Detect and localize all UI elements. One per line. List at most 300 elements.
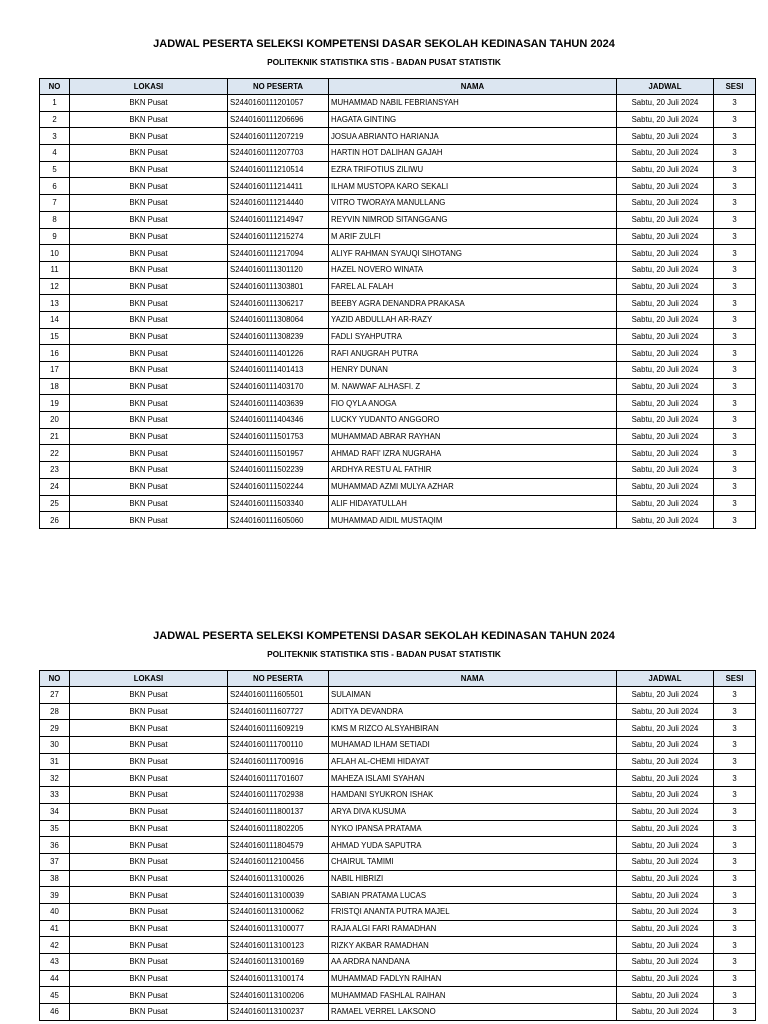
cell-no: 4 — [40, 145, 70, 162]
cell-jadwal: Sabtu, 20 Juli 2024 — [617, 445, 714, 462]
table-row — [40, 837, 756, 854]
table-row — [40, 111, 756, 128]
cell-lokasi: BKN Pusat — [70, 195, 228, 212]
table-row — [40, 128, 756, 145]
table-row — [40, 495, 756, 512]
cell-jadwal: Sabtu, 20 Juli 2024 — [617, 853, 714, 870]
cell-jadwal: Sabtu, 20 Juli 2024 — [617, 128, 714, 145]
cell-no: 13 — [40, 295, 70, 312]
table-row — [40, 737, 756, 754]
cell-sesi: 3 — [714, 178, 756, 195]
cell-no-peserta: S2440160111404346 — [228, 412, 329, 429]
cell-jadwal: Sabtu, 20 Juli 2024 — [617, 687, 714, 704]
cell-jadwal: Sabtu, 20 Juli 2024 — [617, 703, 714, 720]
document-subtitle: POLITEKNIK STATISTIKA STIS - BADAN PUSAT STATISTIK — [267, 57, 501, 67]
cell-nama: ILHAM MUSTOPA KARO SEKALI — [329, 178, 617, 195]
cell-sesi: 3 — [714, 687, 756, 704]
header-no: NO — [40, 79, 70, 95]
header-jadwal: JADWAL — [617, 79, 714, 95]
cell-lokasi: BKN Pusat — [70, 311, 228, 328]
cell-no-peserta: S2440160113100123 — [228, 937, 329, 954]
cell-no-peserta: S2440160113100039 — [228, 887, 329, 904]
cell-sesi: 3 — [714, 412, 756, 429]
cell-lokasi: BKN Pusat — [70, 970, 228, 987]
cell-lokasi: BKN Pusat — [70, 478, 228, 495]
table-row — [40, 462, 756, 479]
cell-nama: ALIYF RAHMAN SYAUQI SIHOTANG — [329, 245, 617, 262]
cell-no-peserta: S2440160111501753 — [228, 428, 329, 445]
cell-no-peserta: S2440160113100237 — [228, 1004, 329, 1021]
cell-no-peserta: S2440160111802205 — [228, 820, 329, 837]
cell-lokasi: BKN Pusat — [70, 903, 228, 920]
cell-no-peserta: S2440160113100206 — [228, 987, 329, 1004]
cell-jadwal: Sabtu, 20 Juli 2024 — [617, 395, 714, 412]
cell-no-peserta: S2440160111804579 — [228, 837, 329, 854]
cell-lokasi: BKN Pusat — [70, 362, 228, 379]
cell-sesi: 3 — [714, 328, 756, 345]
cell-lokasi: BKN Pusat — [70, 211, 228, 228]
cell-sesi: 3 — [714, 111, 756, 128]
document-subtitle: POLITEKNIK STATISTIKA STIS - BADAN PUSAT STATISTIK — [267, 649, 501, 659]
table-row — [40, 970, 756, 987]
cell-no: 1 — [40, 95, 70, 112]
cell-lokasi: BKN Pusat — [70, 770, 228, 787]
cell-sesi: 3 — [714, 787, 756, 804]
cell-jadwal: Sabtu, 20 Juli 2024 — [617, 820, 714, 837]
cell-lokasi: BKN Pusat — [70, 495, 228, 512]
table-row — [40, 145, 756, 162]
cell-sesi: 3 — [714, 245, 756, 262]
cell-no: 37 — [40, 853, 70, 870]
cell-nama: AFLAH AL-CHEMI HIDAYAT — [329, 753, 617, 770]
cell-no-peserta: S2440160113100174 — [228, 970, 329, 987]
cell-jadwal: Sabtu, 20 Juli 2024 — [617, 178, 714, 195]
table-row — [40, 378, 756, 395]
cell-nama: M ARIF ZULFI — [329, 228, 617, 245]
cell-lokasi: BKN Pusat — [70, 95, 228, 112]
cell-sesi: 3 — [714, 1004, 756, 1021]
cell-no-peserta: S2440160111700110 — [228, 737, 329, 754]
table-row — [40, 211, 756, 228]
cell-lokasi: BKN Pusat — [70, 345, 228, 362]
cell-sesi: 3 — [714, 887, 756, 904]
header-no-peserta: NO PESERTA — [228, 671, 329, 687]
cell-no-peserta: S2440160111605501 — [228, 687, 329, 704]
cell-sesi: 3 — [714, 462, 756, 479]
cell-no-peserta: S2440160111210514 — [228, 161, 329, 178]
table-header-row — [40, 671, 756, 687]
cell-nama: FAREL AL FALAH — [329, 278, 617, 295]
cell-sesi: 3 — [714, 311, 756, 328]
table-row — [40, 512, 756, 529]
cell-lokasi: BKN Pusat — [70, 870, 228, 887]
cell-sesi: 3 — [714, 703, 756, 720]
cell-lokasi: BKN Pusat — [70, 395, 228, 412]
cell-lokasi: BKN Pusat — [70, 737, 228, 754]
cell-nama: RAJA ALGI FARI RAMADHAN — [329, 920, 617, 937]
cell-nama: FIO QYLA ANOGA — [329, 395, 617, 412]
cell-sesi: 3 — [714, 987, 756, 1004]
cell-lokasi: BKN Pusat — [70, 328, 228, 345]
cell-nama: SULAIMAN — [329, 687, 617, 704]
table-row — [40, 770, 756, 787]
cell-jadwal: Sabtu, 20 Juli 2024 — [617, 937, 714, 954]
cell-jadwal: Sabtu, 20 Juli 2024 — [617, 228, 714, 245]
cell-no: 30 — [40, 737, 70, 754]
cell-sesi: 3 — [714, 145, 756, 162]
table-row — [40, 195, 756, 212]
cell-no-peserta: S2440160111201057 — [228, 95, 329, 112]
cell-nama: HENRY DUNAN — [329, 362, 617, 379]
cell-nama: MUHAMMAD ABRAR RAYHAN — [329, 428, 617, 445]
cell-sesi: 3 — [714, 853, 756, 870]
table-row — [40, 954, 756, 971]
cell-jadwal: Sabtu, 20 Juli 2024 — [617, 512, 714, 529]
cell-no-peserta: S2440160113100026 — [228, 870, 329, 887]
cell-jadwal: Sabtu, 20 Juli 2024 — [617, 161, 714, 178]
cell-no-peserta: S2440160111700916 — [228, 753, 329, 770]
cell-sesi: 3 — [714, 720, 756, 737]
cell-no-peserta: S2440160111308239 — [228, 328, 329, 345]
cell-lokasi: BKN Pusat — [70, 428, 228, 445]
table-row — [40, 245, 756, 262]
table-row — [40, 412, 756, 429]
table-row — [40, 478, 756, 495]
cell-no-peserta: S2440160111609219 — [228, 720, 329, 737]
cell-no: 27 — [40, 687, 70, 704]
cell-sesi: 3 — [714, 95, 756, 112]
cell-no-peserta: S2440160111306217 — [228, 295, 329, 312]
cell-sesi: 3 — [714, 345, 756, 362]
cell-jadwal: Sabtu, 20 Juli 2024 — [617, 870, 714, 887]
cell-no-peserta: S2440160111214947 — [228, 211, 329, 228]
cell-no: 19 — [40, 395, 70, 412]
cell-no: 11 — [40, 261, 70, 278]
cell-nama: NYKO IPANSA PRATAMA — [329, 820, 617, 837]
cell-lokasi: BKN Pusat — [70, 837, 228, 854]
cell-nama: HAMDANI SYUKRON ISHAK — [329, 787, 617, 804]
table-row — [40, 787, 756, 804]
cell-lokasi: BKN Pusat — [70, 378, 228, 395]
cell-nama: RAFI ANUGRAH PUTRA — [329, 345, 617, 362]
cell-sesi: 3 — [714, 954, 756, 971]
cell-no-peserta: S2440160113100062 — [228, 903, 329, 920]
cell-nama: MUHAMMAD NABIL FEBRIANSYAH — [329, 95, 617, 112]
cell-lokasi: BKN Pusat — [70, 178, 228, 195]
cell-sesi: 3 — [714, 770, 756, 787]
table-row — [40, 95, 756, 112]
cell-nama: M. NAWWAF ALHASFI. Z — [329, 378, 617, 395]
cell-lokasi: BKN Pusat — [70, 245, 228, 262]
cell-sesi: 3 — [714, 378, 756, 395]
cell-no-peserta: S2440160111207219 — [228, 128, 329, 145]
cell-nama: KMS M RIZCO ALSYAHBIRAN — [329, 720, 617, 737]
cell-lokasi: BKN Pusat — [70, 1004, 228, 1021]
cell-jadwal: Sabtu, 20 Juli 2024 — [617, 295, 714, 312]
cell-lokasi: BKN Pusat — [70, 278, 228, 295]
cell-no: 23 — [40, 462, 70, 479]
cell-nama: MAHEZA ISLAMI SYAHAN — [329, 770, 617, 787]
cell-jadwal: Sabtu, 20 Juli 2024 — [617, 462, 714, 479]
cell-lokasi: BKN Pusat — [70, 261, 228, 278]
cell-no-peserta: S2440160111308064 — [228, 311, 329, 328]
cell-no-peserta: S2440160111501957 — [228, 445, 329, 462]
participant-table — [39, 78, 756, 529]
cell-no: 15 — [40, 328, 70, 345]
cell-jadwal: Sabtu, 20 Juli 2024 — [617, 145, 714, 162]
table-row — [40, 228, 756, 245]
cell-lokasi: BKN Pusat — [70, 462, 228, 479]
cell-nama: VITRO TWORAYA MANULLANG — [329, 195, 617, 212]
cell-sesi: 3 — [714, 937, 756, 954]
table-row — [40, 311, 756, 328]
cell-jadwal: Sabtu, 20 Juli 2024 — [617, 920, 714, 937]
cell-sesi: 3 — [714, 211, 756, 228]
cell-no-peserta: S2440160111207703 — [228, 145, 329, 162]
cell-lokasi: BKN Pusat — [70, 720, 228, 737]
cell-jadwal: Sabtu, 20 Juli 2024 — [617, 362, 714, 379]
cell-no: 7 — [40, 195, 70, 212]
cell-nama: ADITYA DEVANDRA — [329, 703, 617, 720]
cell-no: 17 — [40, 362, 70, 379]
cell-jadwal: Sabtu, 20 Juli 2024 — [617, 328, 714, 345]
table-row — [40, 295, 756, 312]
cell-nama: HARTIN HOT DALIHAN GAJAH — [329, 145, 617, 162]
cell-no: 12 — [40, 278, 70, 295]
cell-jadwal: Sabtu, 20 Juli 2024 — [617, 970, 714, 987]
table-row — [40, 903, 756, 920]
cell-no-peserta: S2440160111214411 — [228, 178, 329, 195]
cell-no: 28 — [40, 703, 70, 720]
cell-jadwal: Sabtu, 20 Juli 2024 — [617, 245, 714, 262]
cell-no-peserta: S2440160112100456 — [228, 853, 329, 870]
header-nama: NAMA — [329, 79, 617, 95]
cell-no: 9 — [40, 228, 70, 245]
table-row — [40, 820, 756, 837]
cell-no: 10 — [40, 245, 70, 262]
cell-no-peserta: S2440160111502239 — [228, 462, 329, 479]
cell-no-peserta: S2440160111503340 — [228, 495, 329, 512]
cell-no: 21 — [40, 428, 70, 445]
cell-sesi: 3 — [714, 870, 756, 887]
cell-sesi: 3 — [714, 903, 756, 920]
cell-sesi: 3 — [714, 161, 756, 178]
cell-no: 40 — [40, 903, 70, 920]
cell-no-peserta: S2440160111303801 — [228, 278, 329, 295]
cell-sesi: 3 — [714, 970, 756, 987]
cell-nama: ARDHYA RESTU AL FATHIR — [329, 462, 617, 479]
cell-jadwal: Sabtu, 20 Juli 2024 — [617, 378, 714, 395]
cell-nama: NABIL HIBRIZI — [329, 870, 617, 887]
cell-no: 2 — [40, 111, 70, 128]
cell-no-peserta: S2440160111214440 — [228, 195, 329, 212]
cell-sesi: 3 — [714, 478, 756, 495]
cell-no: 36 — [40, 837, 70, 854]
cell-no-peserta: S2440160111702938 — [228, 787, 329, 804]
table-row — [40, 328, 756, 345]
cell-sesi: 3 — [714, 295, 756, 312]
cell-lokasi: BKN Pusat — [70, 111, 228, 128]
cell-no: 3 — [40, 128, 70, 145]
cell-nama: EZRA TRIFOTIUS ZILIWU — [329, 161, 617, 178]
cell-jadwal: Sabtu, 20 Juli 2024 — [617, 428, 714, 445]
participant-table — [39, 670, 756, 1021]
cell-no: 18 — [40, 378, 70, 395]
cell-sesi: 3 — [714, 395, 756, 412]
cell-no-peserta: S2440160113100077 — [228, 920, 329, 937]
cell-no-peserta: S2440160111215274 — [228, 228, 329, 245]
cell-no: 24 — [40, 478, 70, 495]
cell-no: 26 — [40, 512, 70, 529]
cell-lokasi: BKN Pusat — [70, 987, 228, 1004]
cell-lokasi: BKN Pusat — [70, 954, 228, 971]
table-row — [40, 853, 756, 870]
cell-sesi: 3 — [714, 820, 756, 837]
cell-sesi: 3 — [714, 261, 756, 278]
cell-nama: MUHAMMAD AZMI MULYA AZHAR — [329, 478, 617, 495]
cell-nama: MUHAMMAD AIDIL MUSTAQIM — [329, 512, 617, 529]
cell-no: 45 — [40, 987, 70, 1004]
cell-no: 16 — [40, 345, 70, 362]
table-row — [40, 753, 756, 770]
document-title: JADWAL PESERTA SELEKSI KOMPETENSI DASAR SEKOLAH KEDINASAN TAHUN 2024 — [153, 630, 615, 642]
cell-no: 31 — [40, 753, 70, 770]
header-lokasi: LOKASI — [70, 671, 228, 687]
header-no: NO — [40, 671, 70, 687]
cell-nama: SABIAN PRATAMA LUCAS — [329, 887, 617, 904]
cell-no-peserta: S2440160111403639 — [228, 395, 329, 412]
cell-lokasi: BKN Pusat — [70, 445, 228, 462]
cell-nama: RAMAEL VERREL LAKSONO — [329, 1004, 617, 1021]
cell-no: 22 — [40, 445, 70, 462]
header-jadwal: JADWAL — [617, 671, 714, 687]
header-no-peserta: NO PESERTA — [228, 79, 329, 95]
table-row — [40, 720, 756, 737]
cell-nama: AA ARDRA NANDANA — [329, 954, 617, 971]
cell-no: 39 — [40, 887, 70, 904]
cell-lokasi: BKN Pusat — [70, 820, 228, 837]
table-row — [40, 178, 756, 195]
cell-jadwal: Sabtu, 20 Juli 2024 — [617, 987, 714, 1004]
table-row — [40, 987, 756, 1004]
cell-sesi: 3 — [714, 278, 756, 295]
cell-no: 46 — [40, 1004, 70, 1021]
schedule-section-2 — [39, 628, 744, 1021]
cell-nama: HAZEL NOVERO WINATA — [329, 261, 617, 278]
cell-sesi: 3 — [714, 228, 756, 245]
header-lokasi: LOKASI — [70, 79, 228, 95]
cell-no: 29 — [40, 720, 70, 737]
cell-lokasi: BKN Pusat — [70, 128, 228, 145]
cell-sesi: 3 — [714, 512, 756, 529]
cell-lokasi: BKN Pusat — [70, 787, 228, 804]
table-row — [40, 1004, 756, 1021]
cell-sesi: 3 — [714, 920, 756, 937]
table-row — [40, 887, 756, 904]
cell-sesi: 3 — [714, 753, 756, 770]
cell-no: 25 — [40, 495, 70, 512]
cell-lokasi: BKN Pusat — [70, 687, 228, 704]
cell-no: 42 — [40, 937, 70, 954]
cell-jadwal: Sabtu, 20 Juli 2024 — [617, 311, 714, 328]
table-row — [40, 161, 756, 178]
cell-sesi: 3 — [714, 737, 756, 754]
table-row — [40, 395, 756, 412]
table-row — [40, 445, 756, 462]
cell-jadwal: Sabtu, 20 Juli 2024 — [617, 887, 714, 904]
table-row — [40, 362, 756, 379]
cell-no-peserta: S2440160111701607 — [228, 770, 329, 787]
table-row — [40, 345, 756, 362]
cell-no: 8 — [40, 211, 70, 228]
cell-lokasi: BKN Pusat — [70, 920, 228, 937]
cell-lokasi: BKN Pusat — [70, 703, 228, 720]
cell-jadwal: Sabtu, 20 Juli 2024 — [617, 753, 714, 770]
table-row — [40, 278, 756, 295]
table-row — [40, 870, 756, 887]
cell-sesi: 3 — [714, 837, 756, 854]
table-row — [40, 937, 756, 954]
cell-jadwal: Sabtu, 20 Juli 2024 — [617, 837, 714, 854]
cell-no: 5 — [40, 161, 70, 178]
cell-lokasi: BKN Pusat — [70, 753, 228, 770]
cell-no: 14 — [40, 311, 70, 328]
cell-nama: ARYA DIVA KUSUMA — [329, 803, 617, 820]
cell-no: 20 — [40, 412, 70, 429]
cell-lokasi: BKN Pusat — [70, 228, 228, 245]
cell-no: 6 — [40, 178, 70, 195]
table-body — [40, 95, 756, 529]
cell-sesi: 3 — [714, 445, 756, 462]
table-row — [40, 803, 756, 820]
cell-jadwal: Sabtu, 20 Juli 2024 — [617, 495, 714, 512]
header-sesi: SESI — [714, 79, 756, 95]
cell-no-peserta: S2440160111401226 — [228, 345, 329, 362]
cell-jadwal: Sabtu, 20 Juli 2024 — [617, 1004, 714, 1021]
cell-no: 41 — [40, 920, 70, 937]
cell-jadwal: Sabtu, 20 Juli 2024 — [617, 720, 714, 737]
cell-nama: FADLI SYAHPUTRA — [329, 328, 617, 345]
cell-sesi: 3 — [714, 362, 756, 379]
cell-jadwal: Sabtu, 20 Juli 2024 — [617, 787, 714, 804]
cell-no-peserta: S2440160111403170 — [228, 378, 329, 395]
cell-nama: AHMAD RAFI' IZRA NUGRAHA — [329, 445, 617, 462]
cell-nama: ALIF HIDAYATULLAH — [329, 495, 617, 512]
cell-nama: JOSUA ABRIANTO HARIANJA — [329, 128, 617, 145]
cell-nama: MUHAMMAD FASHLAL RAIHAN — [329, 987, 617, 1004]
cell-jadwal: Sabtu, 20 Juli 2024 — [617, 195, 714, 212]
cell-no-peserta: S2440160111605060 — [228, 512, 329, 529]
cell-no-peserta: S2440160113100169 — [228, 954, 329, 971]
cell-jadwal: Sabtu, 20 Juli 2024 — [617, 278, 714, 295]
table-row — [40, 428, 756, 445]
cell-nama: FRISTQI ANANTA PUTRA MAJEL — [329, 903, 617, 920]
cell-jadwal: Sabtu, 20 Juli 2024 — [617, 478, 714, 495]
cell-nama: LUCKY YUDANTO ANGGORO — [329, 412, 617, 429]
cell-no: 32 — [40, 770, 70, 787]
cell-no-peserta: S2440160111301120 — [228, 261, 329, 278]
cell-jadwal: Sabtu, 20 Juli 2024 — [617, 111, 714, 128]
cell-no-peserta: S2440160111206696 — [228, 111, 329, 128]
header-nama: NAMA — [329, 671, 617, 687]
cell-nama: MUHAMMAD FADLYN RAIHAN — [329, 970, 617, 987]
cell-lokasi: BKN Pusat — [70, 412, 228, 429]
cell-no: 43 — [40, 954, 70, 971]
cell-jadwal: Sabtu, 20 Juli 2024 — [617, 261, 714, 278]
cell-no-peserta: S2440160111401413 — [228, 362, 329, 379]
cell-lokasi: BKN Pusat — [70, 887, 228, 904]
cell-jadwal: Sabtu, 20 Juli 2024 — [617, 770, 714, 787]
